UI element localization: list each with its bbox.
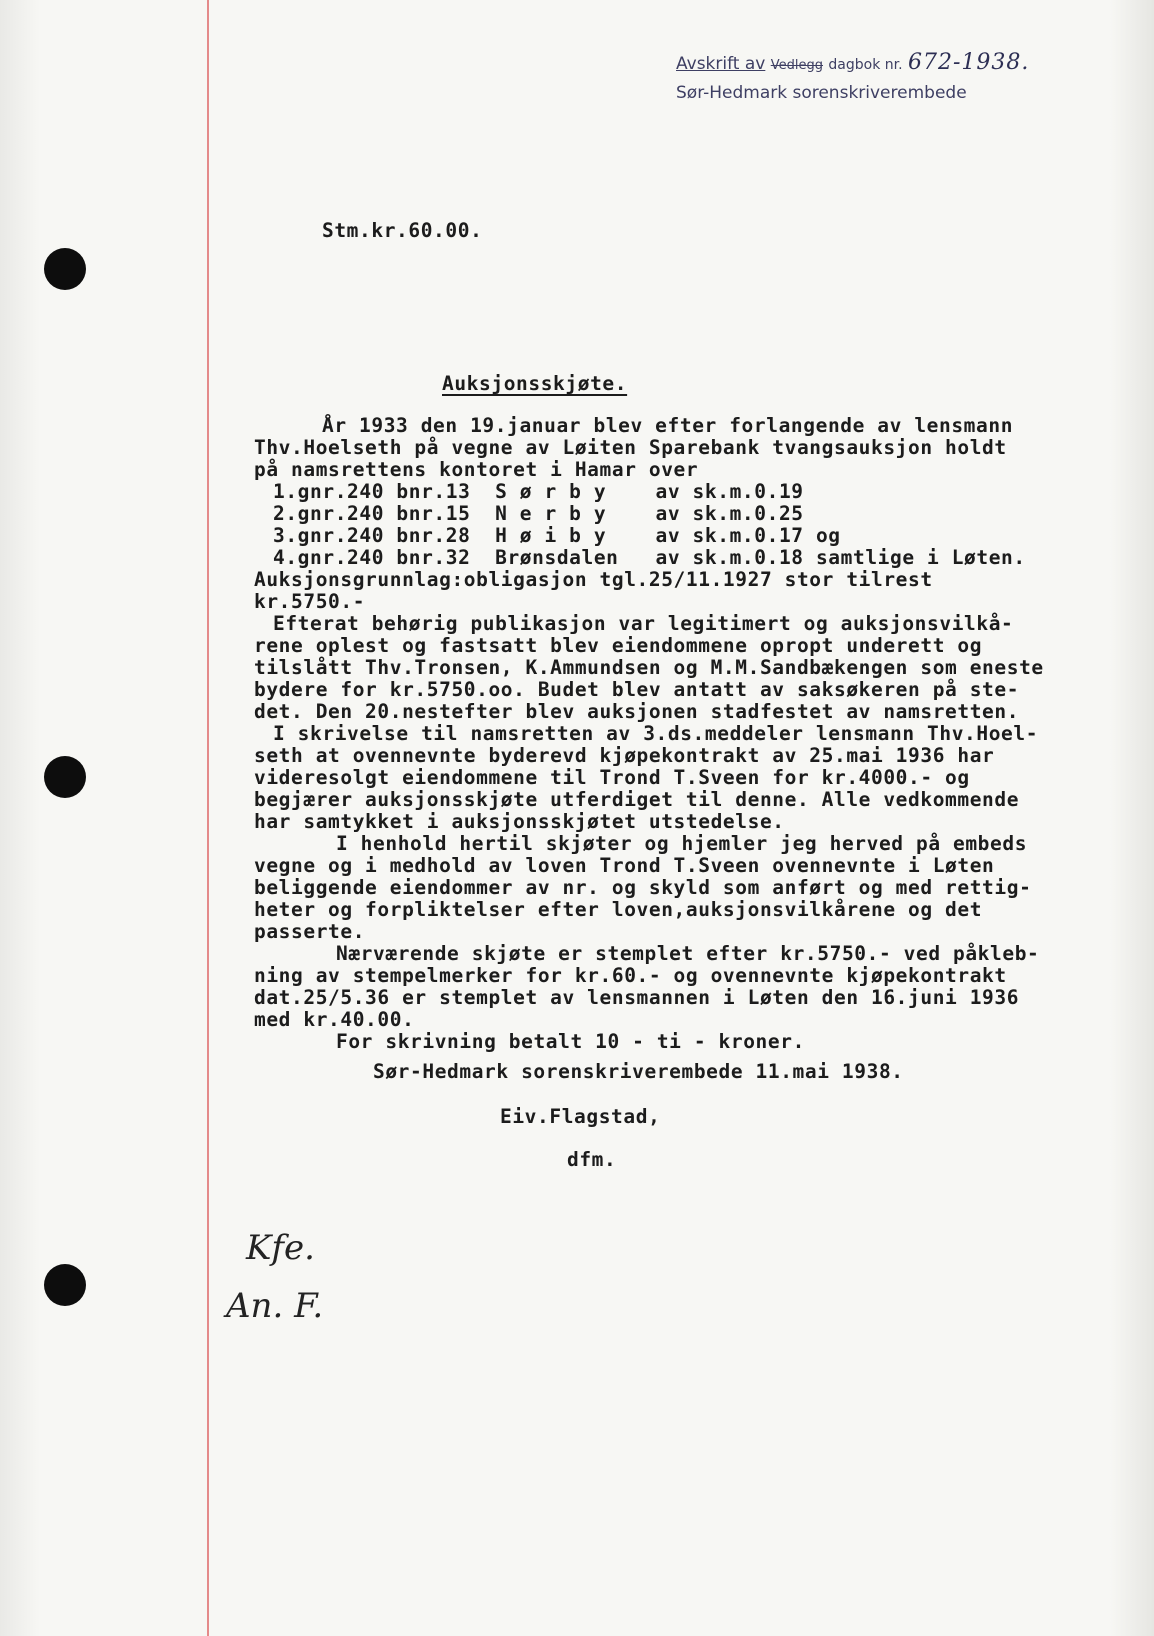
- property-line: 3.gnr.240 bnr.28 H ø i b y av sk.m.0.17 og: [273, 524, 841, 547]
- margin-rule: [207, 0, 209, 1636]
- text-line: på namsrettens kontoret i Hamar over: [254, 458, 699, 481]
- text-line: Auksjonsgrunnlag:obligasjon tgl.25/11.1927 stor tilrest: [254, 568, 933, 591]
- text-line: bydere for kr.5750.oo. Budet blev antatt av saksøkeren på ste-: [254, 678, 1020, 701]
- signatory-name: Eiv.Flagstad,: [500, 1105, 661, 1128]
- stamp-prefix: Avskrift av: [676, 54, 766, 74]
- place-date-line: Sør-Hedmark sorenskriverembede 11.mai 1938.: [373, 1060, 904, 1083]
- text-line: For skrivning betalt 10 - ti - kroner.: [336, 1030, 805, 1053]
- document-title: Auksjonsskjøte.: [442, 372, 628, 395]
- stamp-label: dagbok nr.: [828, 57, 903, 73]
- text-line: med kr.40.00.: [254, 1008, 415, 1031]
- punch-hole: [44, 248, 86, 290]
- text-line: passerte.: [254, 920, 366, 943]
- text-line: videresolgt eiendommene til Trond T.Sveen for kr.4000.- og: [254, 766, 970, 789]
- text-line: dat.25/5.36 er stemplet av lensmannen i Løten den 16.juni 1936: [254, 986, 1020, 1009]
- text-line: det. Den 20.nestefter blev auksjonen stadfestet av namsretten.: [254, 700, 1020, 723]
- office-stamp: [676, 50, 1029, 103]
- punch-hole: [44, 1264, 86, 1306]
- text-line: tilslått Thv.Tronsen, K.Ammundsen og M.M.Sandbækengen som eneste: [254, 656, 1044, 679]
- text-line: beliggende eiendommer av nr. og skyld som anført og med rettig-: [254, 876, 1032, 899]
- text-line: Thv.Hoelseth på vegne av Løiten Sparebank tvangsauksjon holdt: [254, 436, 1007, 459]
- property-line: 2.gnr.240 bnr.15 N e r b y av sk.m.0.25: [273, 502, 804, 525]
- property-line: 4.gnr.240 bnr.32 Brønsdalen av sk.m.0.18 samtlige i Løten.: [273, 546, 1026, 569]
- signatory-title: dfm.: [567, 1148, 617, 1171]
- property-line: 1.gnr.240 bnr.13 S ø r b y av sk.m.0.19: [273, 480, 804, 503]
- text-line: I henhold hertil skjøter og hjemler jeg herved på embeds: [336, 832, 1028, 855]
- text-line: har samtykket i auksjonsskjøtet utstedelse.: [254, 810, 785, 833]
- fee-line: Stm.kr.60.00.: [322, 219, 483, 242]
- text-line: heter og forpliktelser efter loven,auksjonsvilkårene og det: [254, 898, 983, 921]
- initials-1: Kfe.: [246, 1228, 315, 1268]
- text-line: ning av stempelmerker for kr.60.- og ovennevnte kjøpekontrakt: [254, 964, 1007, 987]
- text-line: rene oplest og fastsatt blev eiendommene opropt underett og: [254, 634, 983, 657]
- text-line: Nærværende skjøte er stemplet efter kr.5750.- ved påkleb-: [336, 942, 1040, 965]
- text-line: vegne og i medhold av loven Trond T.Sveen ovennevnte i Løten: [254, 854, 995, 877]
- text-line: I skrivelse til namsretten av 3.ds.meddeler lensmann Thv.Hoel-: [273, 722, 1039, 745]
- stamp-office: Sør-Hedmark sorenskriverembede: [676, 83, 967, 103]
- initials-2: An. F.: [226, 1286, 324, 1326]
- punch-hole: [44, 756, 86, 798]
- text-line: begjærer auksjonsskjøte utferdiget til denne. Alle vedkommende: [254, 788, 1020, 811]
- text-line: År 1933 den 19.januar blev efter forlangende av lensmann: [322, 414, 1014, 437]
- text-line: kr.5750.-: [254, 590, 366, 613]
- journal-number: 672-1938.: [907, 50, 1030, 75]
- stamp-struck-word: Vedlegg: [770, 58, 823, 73]
- text-line: Efterat behørig publikasjon var legitimert og auksjonsvilkå-: [273, 612, 1014, 635]
- text-line: seth at ovennevnte byderevd kjøpekontrakt av 25.mai 1936 har: [254, 744, 995, 767]
